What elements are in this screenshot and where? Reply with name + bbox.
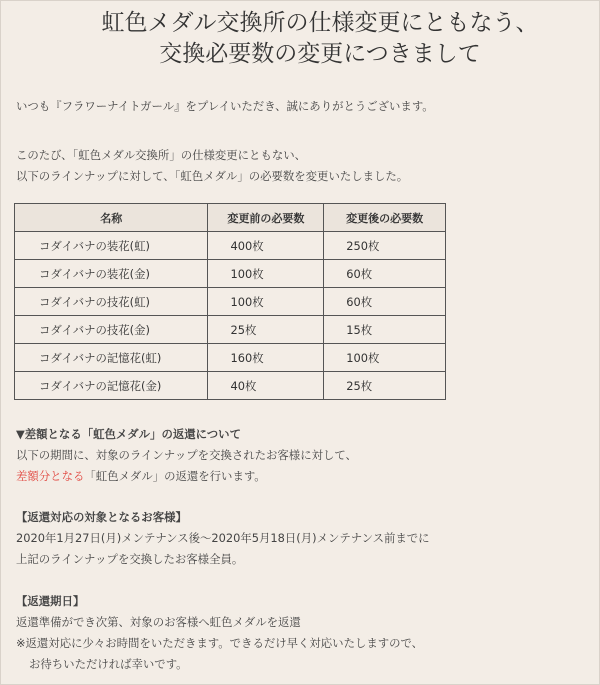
before-count: 100枚 (208, 260, 324, 288)
refund-section (16, 424, 357, 487)
item-name: コダイバナの技花(虹) (15, 288, 208, 316)
refund-heading: ▼差額となる「虹色メダル」の返還について (16, 427, 241, 441)
after-count: 60枚 (324, 260, 446, 288)
intro-text: いつも『フラワーナイトガール』をプレイいただき、誠にありがとうございます。 (16, 99, 434, 113)
target-heading: 【返還対応の対象となるお客様】 (16, 510, 187, 524)
item-name: コダイバナの装花(金) (15, 260, 208, 288)
refund-line-1: 以下の期間に、対象のラインナップを交換されたお客様に対して、 (16, 448, 357, 462)
period-line-1: 返還準備ができ次第、対象のお客様へ虹色メダルを返還 (16, 615, 301, 629)
header-before: 変更前の必要数 (208, 204, 324, 232)
item-name: コダイバナの記憶花(金) (15, 372, 208, 400)
target-line-2: 上記のラインナップを交換したお客様全員。 (16, 552, 244, 566)
period-heading: 【返還期日】 (16, 594, 85, 608)
title-line-1: 虹色メダル交換所の仕様変更にともなう、 (101, 10, 539, 36)
table-header-row (15, 204, 446, 232)
before-count: 160枚 (208, 344, 324, 372)
after-count: 15枚 (324, 316, 446, 344)
after-count: 250枚 (324, 232, 446, 260)
header-after: 変更後の必要数 (324, 204, 446, 232)
before-count: 25枚 (208, 316, 324, 344)
period-section (16, 591, 423, 675)
table-row (15, 316, 446, 344)
refund-highlight: 差額分となる (16, 469, 85, 483)
table-row (15, 288, 446, 316)
before-count: 40枚 (208, 372, 324, 400)
item-name: コダイバナの記憶花(虹) (15, 344, 208, 372)
after-count: 25枚 (324, 372, 446, 400)
table-row (15, 232, 446, 260)
header-name: 名称 (15, 204, 208, 232)
item-name: コダイバナの技花(金) (15, 316, 208, 344)
before-count: 400枚 (208, 232, 324, 260)
period-line-3: お待ちいただければ幸いです。 (29, 657, 188, 671)
notice-text (16, 145, 408, 187)
notice-line-1: このたび、「虹色メダル交換所」の仕様変更にともない、 (16, 148, 307, 162)
table-row (15, 344, 446, 372)
title-line-2: 交換必要数の変更につきまして (159, 41, 481, 67)
period-line-2: ※返還対応に少々お時間をいただきます。できるだけ早く対応いたしますので、 (16, 636, 424, 650)
page-title (40, 8, 600, 70)
after-count: 60枚 (324, 288, 446, 316)
table-row (15, 372, 446, 400)
item-name: コダイバナの装花(虹) (15, 232, 208, 260)
medal-change-table (14, 203, 446, 400)
target-line-1: 2020年1月27日(月)メンテナンス後～2020年5月18日(月)メンテナンス前までに (16, 531, 430, 545)
notice-line-2: 以下のラインナップに対して、「虹色メダル」の必要数を変更いたしました。 (16, 169, 409, 183)
after-count: 100枚 (324, 344, 446, 372)
target-section (16, 507, 430, 570)
table-row (15, 260, 446, 288)
refund-line-2: 「虹色メダル」の返還を行います。 (84, 469, 266, 483)
before-count: 100枚 (208, 288, 324, 316)
